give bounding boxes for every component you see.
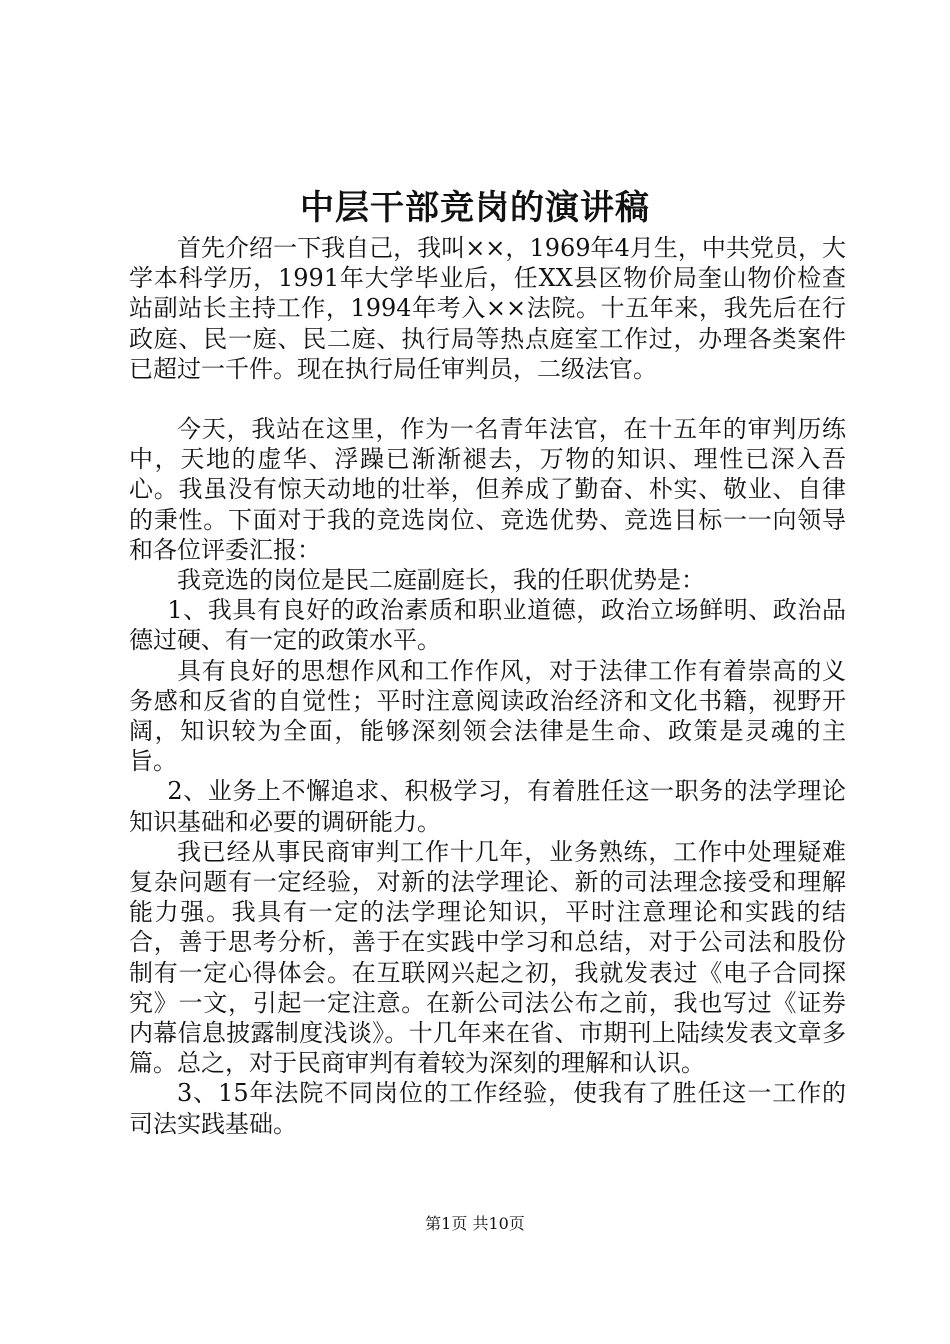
paragraph-point-1: 1、我具有良好的政治素质和职业道德，政治立场鲜明、政治品德过硬、有一定的政策水平。 (129, 596, 846, 655)
paragraph-style: 具有良好的思想作风和工作作风，对于法律工作有着崇高的义务感和反省的自觉性；平时注意阅读政治经济和文化书籍，视野开阔，知识较为全面，能够深刻领会法律是生命、政策是灵魂的主旨。 (129, 656, 846, 776)
paragraph-today: 今天，我站在这里，作为一名青年法官，在十五年的审判历练中，天地的虚华、浮躁已渐渐褪去，万物的知识、理性已深入吾心。我虽没有惊天动地的壮举，但养成了勤奋、朴实、敬业、自律的秉性。下面对于我的竞选岗位、竞选优势、竞选目标一一向领导和各位评委汇报： (129, 415, 846, 564)
paragraph-experience: 我已经从事民商审判工作十几年，业务熟练，工作中处理疑难复杂问题有一定经验，对新的法学理论、新的司法理念接受和理解能力强。我具有一定的法学理论知识，平时注意理论和实践的结合，善于思考分析，善于在实践中学习和总结，对于公司法和股份制有一定心得体会。在互联网兴起之初，我就发表过《电子合同探究》一文，引起一定注意。在新公司法公布之前，我也写过《证券内幕信息披露制度浅谈》。十几年来在省、市期刊上陆续发表文章多篇。总之，对于民商审判有着较为深刻的理解和认识。 (129, 837, 846, 1078)
paragraph-point-3: 3、15年法院不同岗位的工作经验，使我有了胜任这一工作的司法实践基础。 (129, 1079, 846, 1138)
document-title: 中层干部竞岗的演讲稿 (300, 188, 650, 228)
paragraph-intro: 首先介绍一下我自己，我叫××，1969年4月生，中共党员，大学本科学历，1991年大学毕业后，任XX县区物价局奎山物价检查站副站长主持工作，1994年考入××法院。十五年来，我先后在行政庭、民一庭、民二庭、执行局等热点庭室工作过，办理各类案件已超过一千件。现在执行局任审判员，二级法官。 (129, 234, 846, 383)
paragraph-position: 我竞选的岗位是民二庭副庭长，我的任职优势是： (177, 566, 705, 595)
document-body (129, 233, 846, 1139)
paragraph-point-2: 2、业务上不懈追求、积极学习，有着胜任这一职务的法学理论知识基础和必要的调研能力。 (129, 777, 846, 836)
page-footer: 第1页 共10页 (425, 1214, 525, 1233)
